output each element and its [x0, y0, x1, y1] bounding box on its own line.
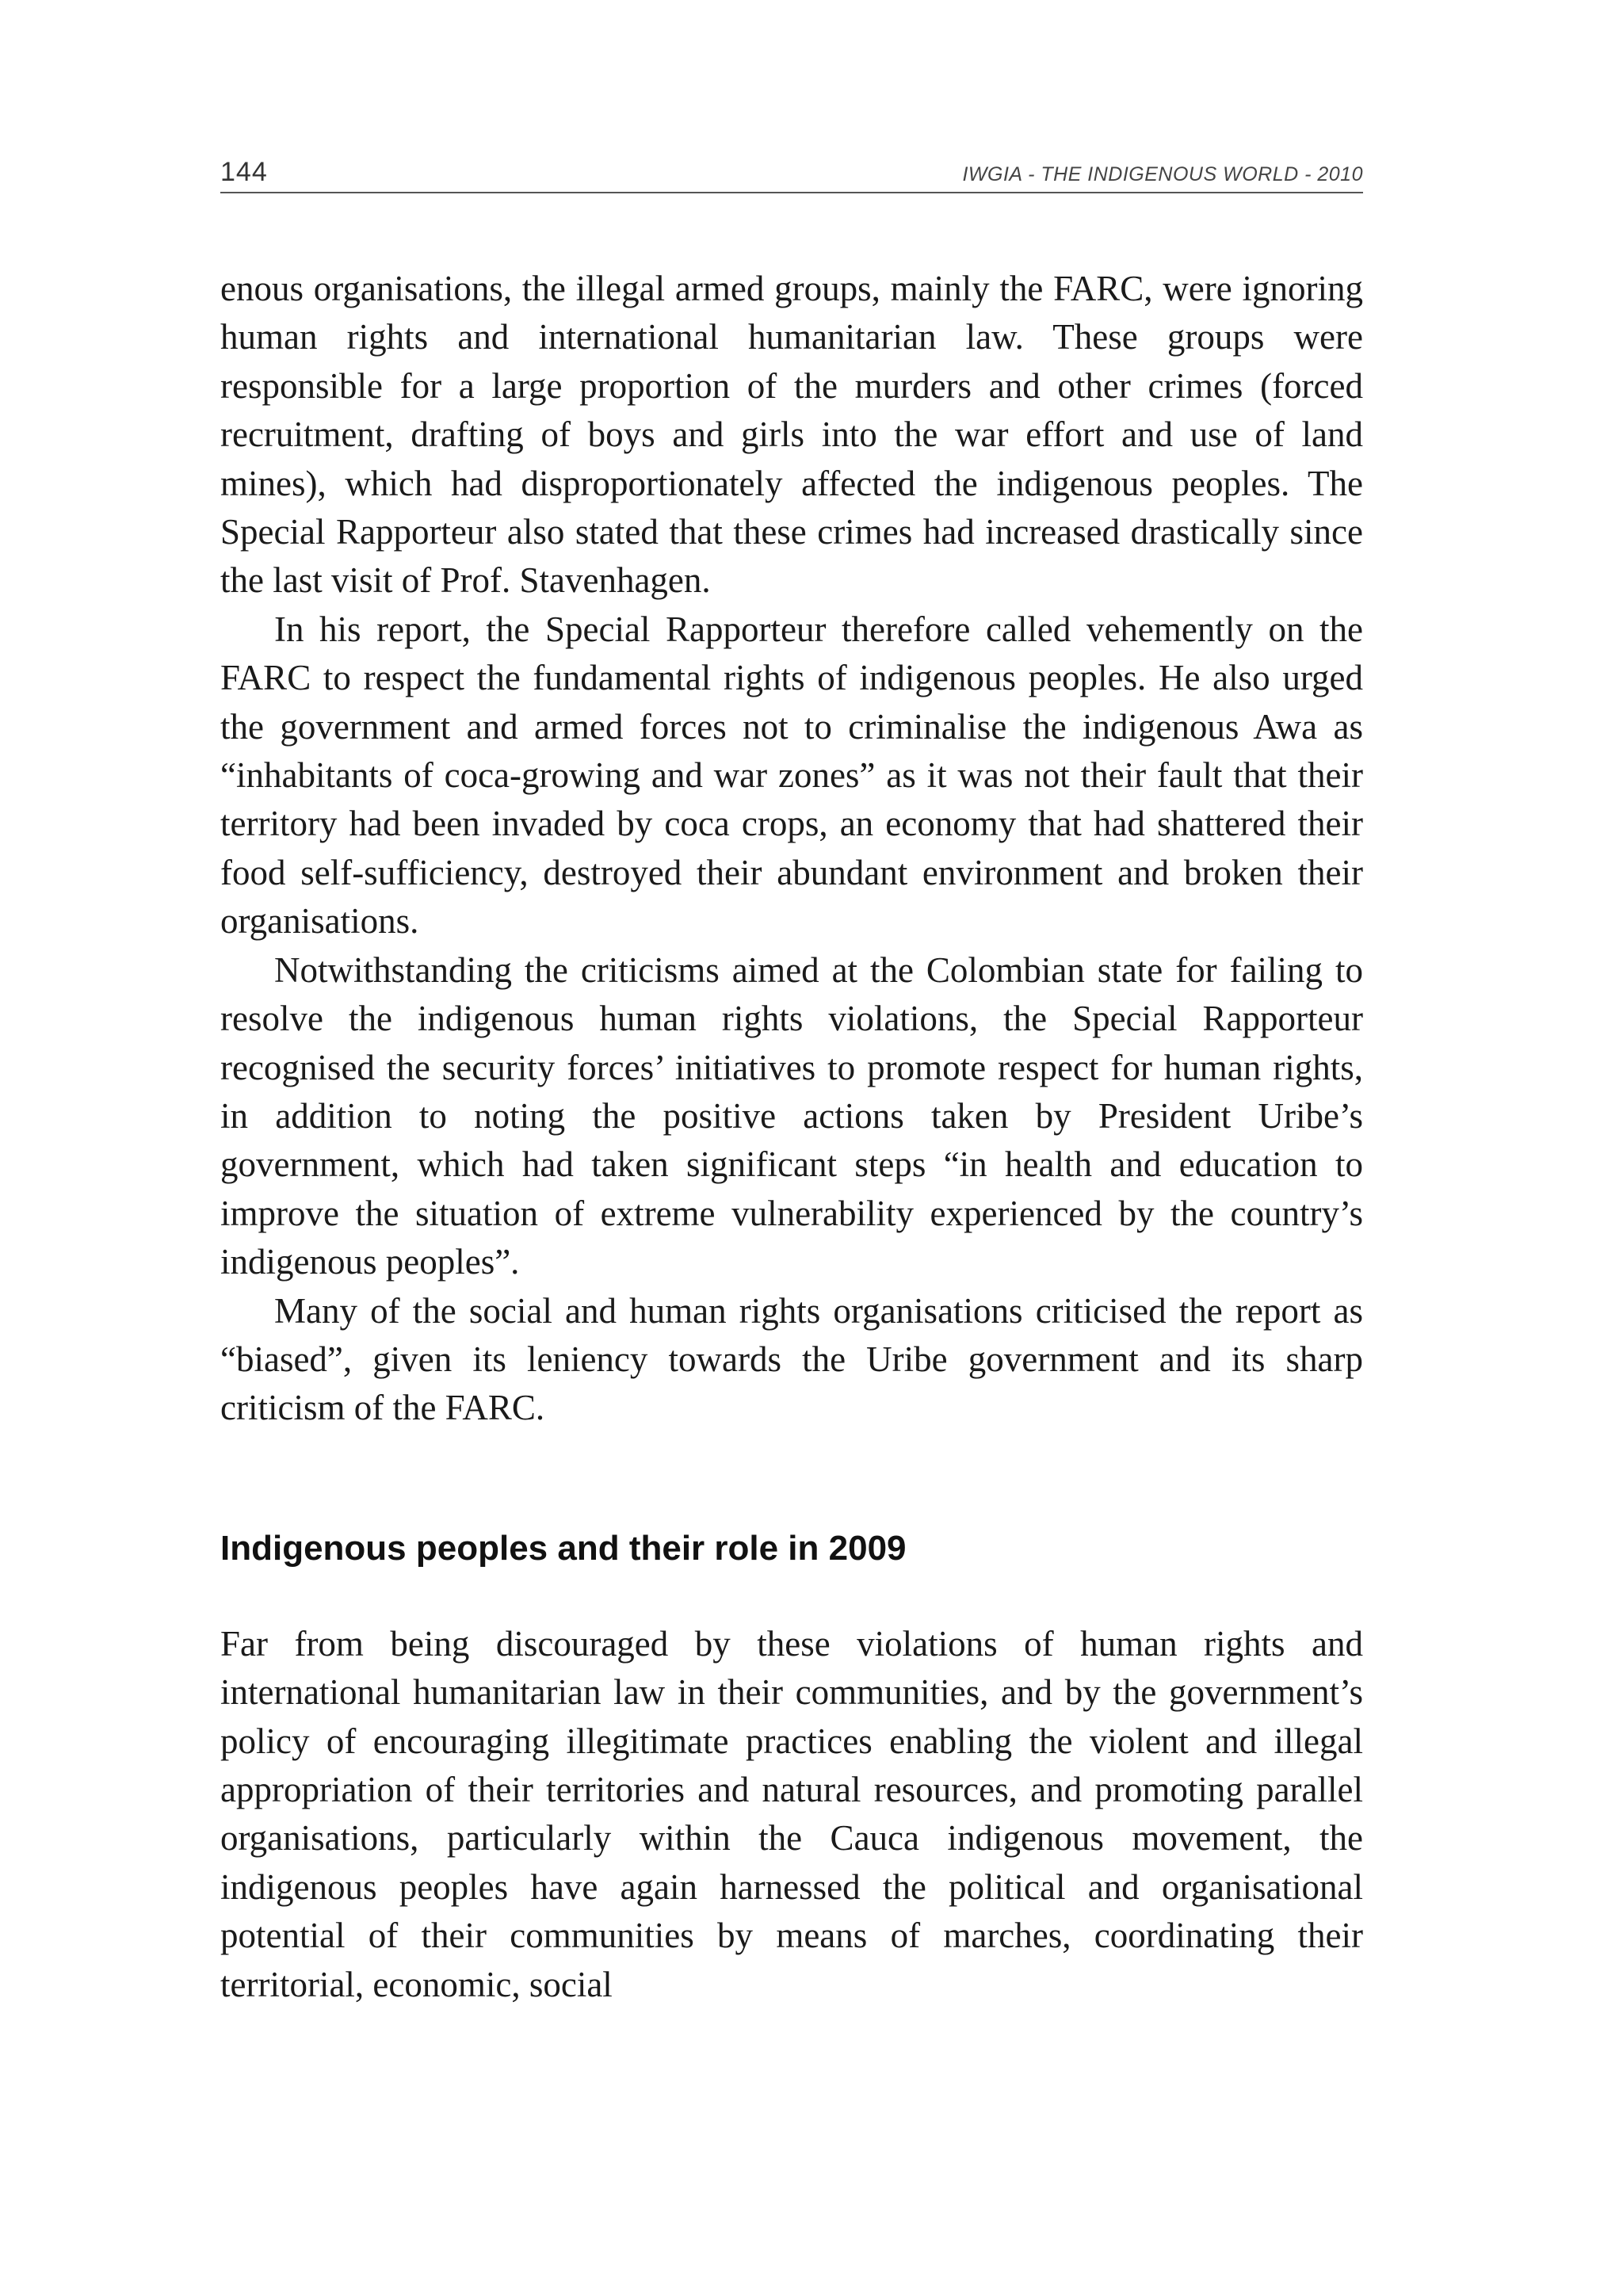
document-page: [220, 151, 1363, 2009]
paragraph-1: enous organisations, the illegal armed groups, mainly the FARC, were ignoring human rights and international humanitarian law. These groups were responsible for a large proportion of the murders and other crimes (forced recruitment, drafting of boys and girls into the war effort and use of land mines), which had disproportionately affected the indigenous peoples. The Special Rapporteur also stated that these crimes had increased drastically since the last visit of Prof. Stavenhagen.: [220, 269, 1363, 601]
paragraph-3: Notwithstanding the criticisms aimed at the Colombian state for failing to resolve the indigenous human rights violations, the Special Rapporteur recognised the security forces’ initiatives to promote respect for human rights, in addition to noting the positive actions taken by President Uribe’s government, which had taken significant steps “in health and education to improve the situation of extreme vulnerability experienced by the country’s indigenous peoples”.: [220, 949, 1363, 1282]
body-text: [220, 265, 1363, 2009]
section-heading: Indigenous peoples and their role in 2009: [220, 1528, 907, 1568]
paragraph-4: Many of the social and human rights organisations criticised the report as “biased”, given its leniency towards the Uribe government and its sharp criticism of the FARC.: [220, 1290, 1363, 1428]
section-paragraph-1: Far from being discouraged by these violations of human rights and international humanitarian law in their communities, and by the government’s policy of encouraging illegitimate practices enabling the violent and illegal appropriation of their territories and natural resources, and promoting parallel organisations, particularly within the Cauca indigenous movement, the indigenous peoples have again harnessed the political and organisational potential of their communities by means of marches, coordinating their territorial, economic, social: [220, 1623, 1363, 2004]
running-title: IWGIA - THE INDIGENOUS WORLD - 2010: [962, 163, 1363, 185]
running-header: [220, 151, 1363, 193]
page-number: 144: [220, 157, 268, 187]
paragraph-2: In his report, the Special Rapporteur therefore called vehemently on the FARC to respect the fundamental rights of indigenous peoples. He also urged the government and armed forces not to criminalise the indigenous Awa as “inhabitants of coca-growing and war zones” as it was not their fault that their territory had been invaded by coca crops, an economy that had shattered their food self-sufficiency, destroyed their abundant environment and broken their organisations.: [220, 609, 1363, 942]
